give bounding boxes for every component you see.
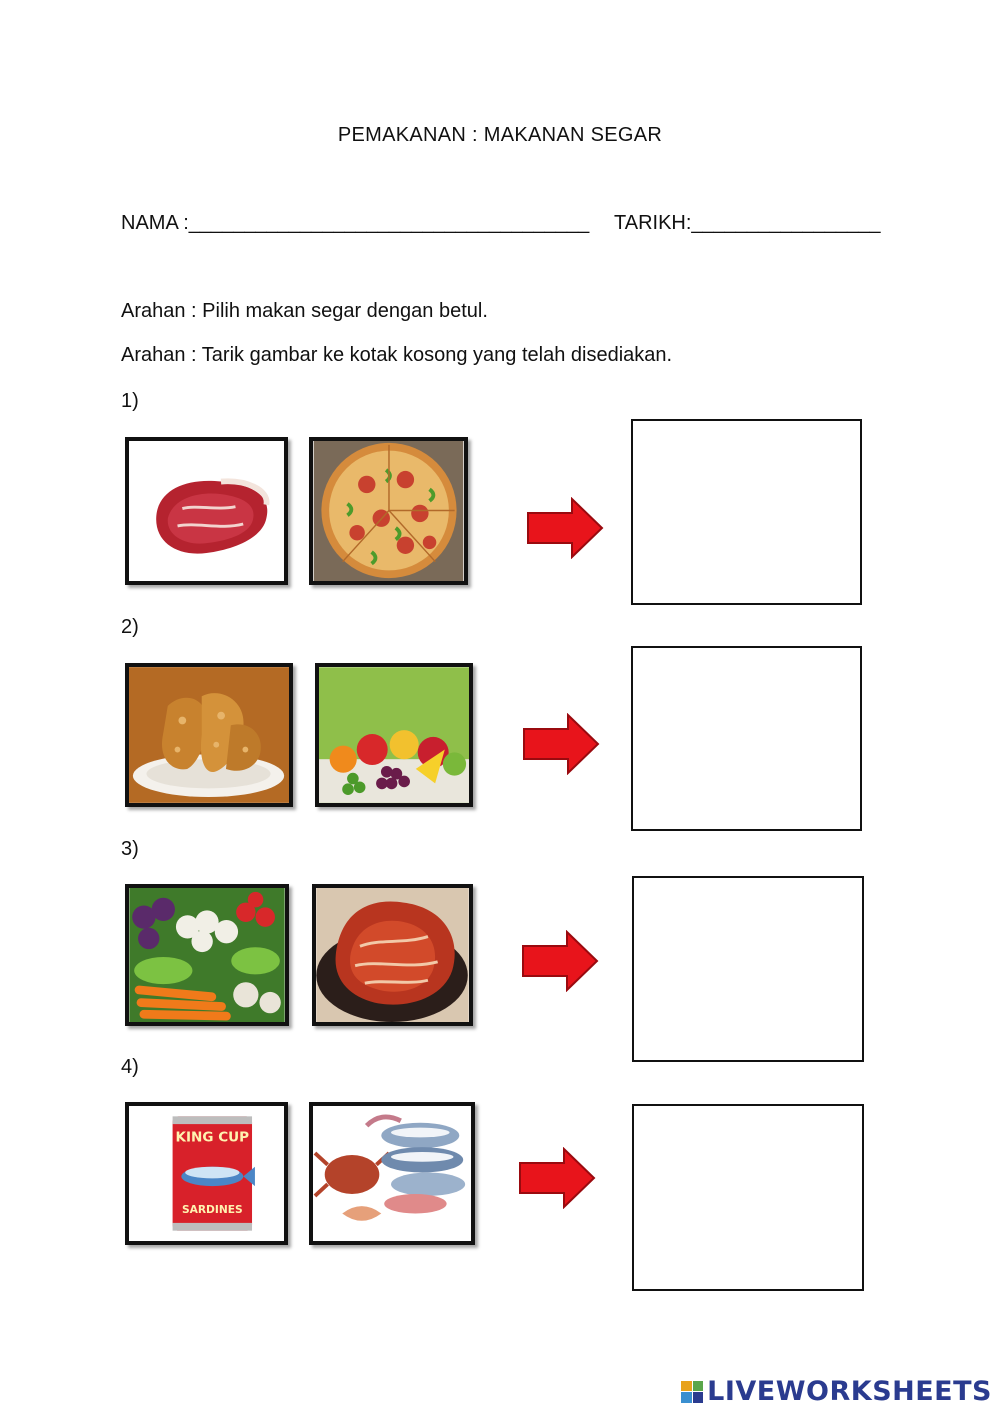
raw-meat-icon <box>129 441 284 581</box>
brand-logo-icon <box>681 1381 703 1403</box>
right-arrow-icon <box>521 930 599 992</box>
pizza-icon <box>313 441 464 581</box>
fried-chicken-icon <box>129 667 289 803</box>
can-product-text: SARDINES <box>181 1203 243 1217</box>
right-arrow-icon <box>518 1147 596 1209</box>
kimchi-image[interactable] <box>312 884 473 1026</box>
kimchi-icon <box>316 888 469 1022</box>
question-number-2: 2) <box>121 616 139 638</box>
right-arrow-icon <box>526 497 604 559</box>
fried-chicken-image[interactable] <box>125 663 293 807</box>
drop-box-3[interactable] <box>632 876 864 1062</box>
fresh-seafood-image[interactable] <box>309 1102 475 1245</box>
brand-name: LIVEWORKSHEETS <box>707 1376 992 1407</box>
drop-box-2[interactable] <box>631 646 862 831</box>
fresh-seafood-icon <box>313 1106 471 1241</box>
can-brand-text: KING CUP <box>175 1129 250 1146</box>
raw-meat-image[interactable] <box>125 437 288 585</box>
date-field-label: TARIKH:_________________ <box>614 212 881 234</box>
pizza-image[interactable] <box>309 437 468 585</box>
liveworksheets-logo <box>681 1376 992 1407</box>
drop-box-4[interactable] <box>632 1104 864 1291</box>
instruction-1: Arahan : Pilih makan segar dengan betul. <box>121 300 488 322</box>
drop-box-1[interactable] <box>631 419 862 605</box>
question-number-1: 1) <box>121 390 139 412</box>
fresh-fruits-image[interactable] <box>315 663 473 807</box>
question-number-3: 3) <box>121 838 139 860</box>
fresh-vegetables-image[interactable] <box>125 884 289 1026</box>
question-number-4: 4) <box>121 1056 139 1078</box>
fresh-vegetables-icon <box>129 888 285 1022</box>
sardine-can-icon <box>129 1106 284 1241</box>
fresh-fruits-icon <box>319 667 469 803</box>
worksheet-title: PEMAKANAN : MAKANAN SEGAR <box>337 124 663 146</box>
canned-sardines-image[interactable] <box>125 1102 288 1245</box>
name-field-label: NAMA :____________________________________ <box>121 212 590 234</box>
right-arrow-icon <box>522 713 600 775</box>
instruction-2: Arahan : Tarik gambar ke kotak kosong yang telah disediakan. <box>121 344 673 366</box>
